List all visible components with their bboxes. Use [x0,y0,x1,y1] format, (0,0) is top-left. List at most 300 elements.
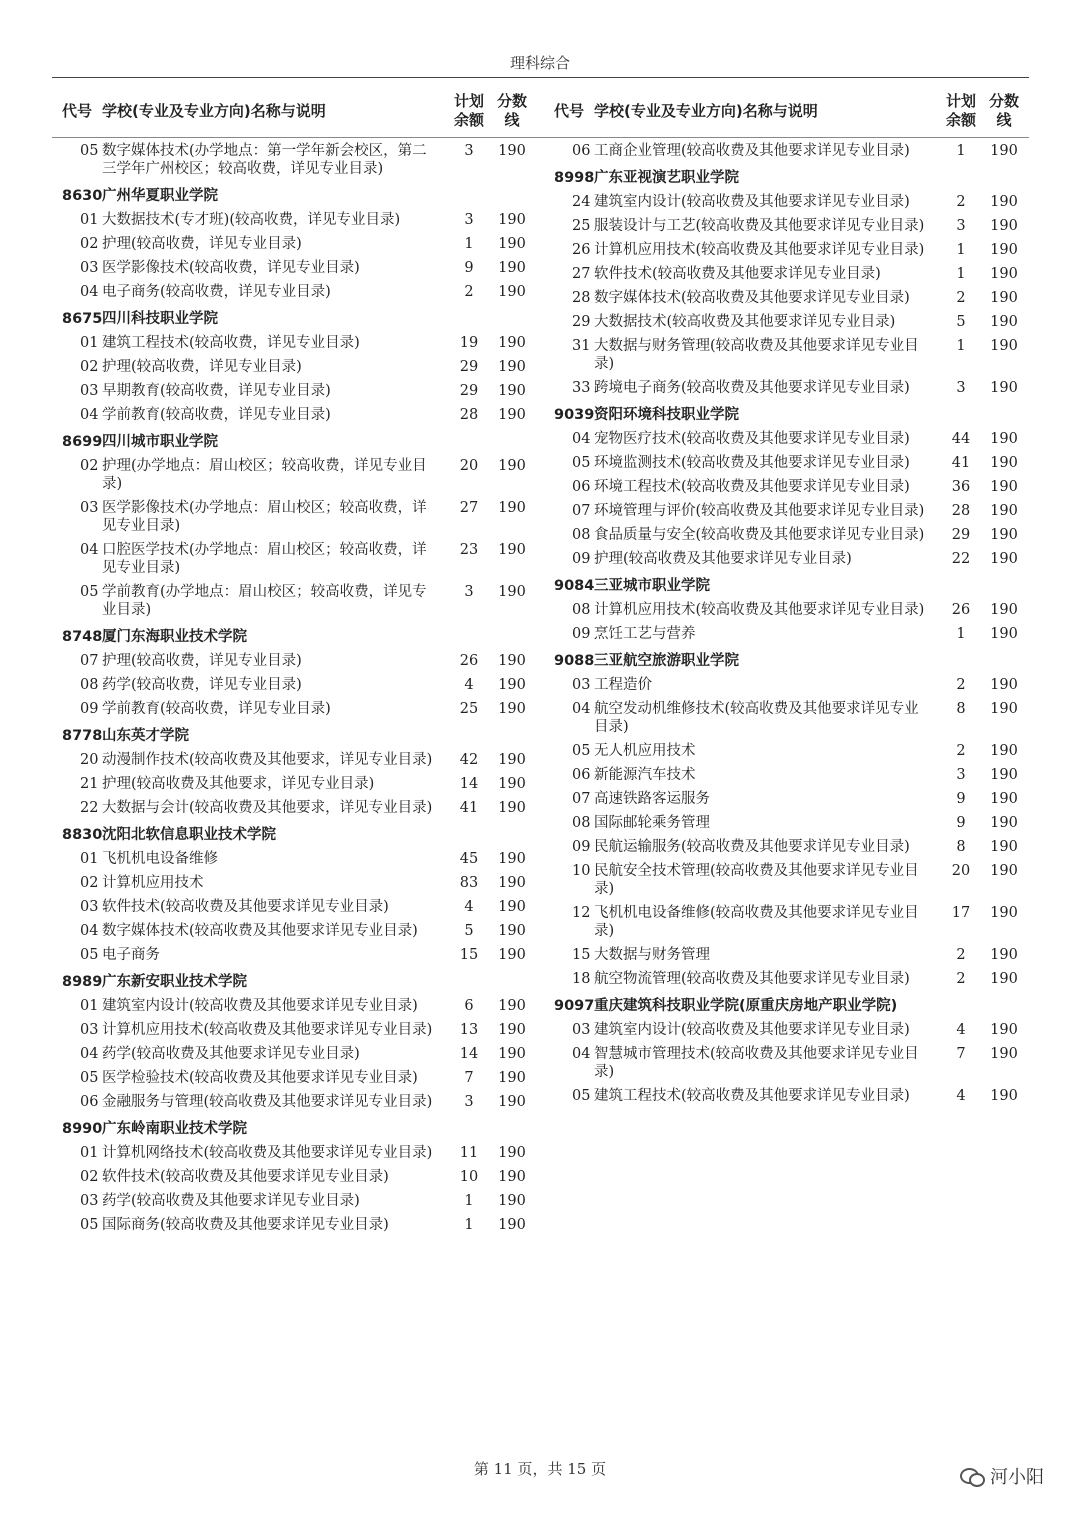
plan-remaining: 19 [459,335,479,351]
major-code: 07 [572,503,591,519]
right-rows [546,139,1028,1108]
header-score: 分数线 [496,92,527,129]
plan-remaining: 1 [956,143,966,159]
major-code: 03 [80,1022,99,1038]
plan-remaining: 28 [459,407,479,423]
plan-remaining: 20 [459,458,479,474]
major-code: 29 [572,314,591,330]
major-name: 医学影像技术(较高收费，详见专业目录) [102,260,360,276]
major-code: 04 [572,431,591,447]
plan-remaining: 41 [459,800,479,816]
major-row [54,1141,536,1165]
major-row [54,796,536,820]
major-code: 15 [572,947,591,963]
plan-remaining: 2 [956,194,966,210]
plan-remaining: 1 [464,236,474,252]
header-code: 代号 [62,102,93,120]
major-name: 工程造价 [594,677,652,693]
plan-remaining: 9 [464,260,474,276]
major-name: 计算机应用技术(较高收费及其他要求详见专业目录) [594,602,925,618]
major-name: 电子商务 [102,947,160,963]
score-line: 190 [990,527,1018,543]
major-row [54,919,536,943]
score-line: 190 [498,1022,526,1038]
major-row [546,310,1028,334]
score-line: 190 [990,839,1018,855]
major-code: 02 [80,458,99,474]
major-code: 08 [572,815,591,831]
plan-remaining: 14 [459,776,479,792]
header-score: 分数线 [988,92,1019,129]
major-name: 数字媒体技术(较高收费及其他要求详见专业目录) [102,923,418,939]
major-row [546,475,1028,499]
wechat-icon [960,1466,984,1486]
score-line: 190 [990,863,1018,879]
major-row [54,748,536,772]
score-line: 190 [990,905,1018,921]
major-name: 建筑室内设计(较高收费及其他要求详见专业目录) [102,998,418,1014]
score-line: 190 [990,194,1018,210]
major-name: 金融服务与管理(较高收费及其他要求详见专业目录) [102,1094,433,1110]
major-row [54,943,536,967]
score-line: 190 [498,584,526,600]
score-line: 190 [498,284,526,300]
major-name: 计算机应用技术 [102,875,204,891]
major-name: 烹饪工艺与营养 [594,626,696,642]
score-line: 190 [990,290,1018,306]
major-code: 09 [572,839,591,855]
major-code: 05 [572,1088,591,1104]
school-code: 8699 [62,434,103,450]
score-line: 190 [990,815,1018,831]
major-row [546,739,1028,763]
major-name: 高速铁路客运服务 [594,791,710,807]
left-column-header [54,87,536,139]
school-code: 9039 [554,407,595,423]
major-name: 药学(较高收费，详见专业目录) [102,677,302,693]
score-line: 190 [498,998,526,1014]
plan-remaining: 27 [459,500,479,516]
major-code: 09 [572,626,591,642]
major-code: 05 [80,143,99,159]
major-code: 03 [572,1022,591,1038]
school-name: 四川城市职业学院 [102,434,218,450]
plan-remaining: 1 [956,338,966,354]
school-header [54,307,536,331]
school-code: 8778 [62,728,103,744]
major-name: 大数据与财务管理 [594,947,710,963]
major-name: 民航安全技术管理(较高收费及其他要求详见专业目录) [594,863,919,897]
major-code: 07 [80,653,99,669]
major-row [54,208,536,232]
plan-remaining: 1 [464,1193,474,1209]
school-code: 9088 [554,653,595,669]
school-code: 9084 [554,578,595,594]
major-row [546,967,1028,991]
major-row [54,580,536,622]
major-row [54,496,536,538]
major-name: 护理(较高收费及其他要求，详见专业目录) [102,776,375,792]
school-code: 8675 [62,311,103,327]
plan-remaining: 25 [459,701,479,717]
major-name: 航空物流管理(较高收费及其他要求详见专业目录) [594,971,910,987]
major-name: 环境工程技术(较高收费及其他要求详见专业目录) [594,479,910,495]
major-code: 09 [572,551,591,567]
major-code: 20 [80,752,99,768]
major-name: 软件技术(较高收费及其他要求详见专业目录) [102,899,389,915]
page-title: 理科综合 [509,54,570,72]
major-name: 大数据技术(较高收费及其他要求详见专业目录) [594,314,896,330]
score-line: 190 [498,143,526,159]
score-line: 190 [498,800,526,816]
school-code: 9097 [554,998,595,1014]
major-name: 建筑室内设计(较高收费及其他要求详见专业目录) [594,194,910,210]
major-name: 护理(较高收费，详见专业目录) [102,236,302,252]
major-row [546,334,1028,376]
score-line: 190 [498,407,526,423]
plan-remaining: 2 [956,947,966,963]
score-line: 190 [498,1046,526,1062]
major-name: 计算机网络技术(较高收费及其他要求详见专业目录) [102,1145,433,1161]
major-code: 03 [80,1193,99,1209]
left-rows [54,139,536,1237]
major-name: 建筑室内设计(较高收费及其他要求详见专业目录) [594,1022,910,1038]
major-row [54,1165,536,1189]
right-column-header [546,87,1028,139]
major-name: 民航运输服务(较高收费及其他要求详见专业目录) [594,839,910,855]
score-line: 190 [498,458,526,474]
score-line: 190 [990,380,1018,396]
major-row [546,859,1028,901]
major-code: 26 [572,242,591,258]
score-line: 190 [990,1088,1018,1104]
major-name: 国际商务(较高收费及其他要求详见专业目录) [102,1217,389,1233]
major-code: 06 [80,1094,99,1110]
major-name: 飞机机电设备维修(较高收费及其他要求详见专业目录) [594,905,919,939]
major-code: 01 [80,1145,99,1161]
header-name: 学校(专业及专业方向)名称与说明 [102,102,326,120]
plan-remaining: 42 [459,752,479,768]
plan-remaining: 10 [459,1169,479,1185]
major-name: 宠物医疗技术(较高收费及其他要求详见专业目录) [594,431,910,447]
school-header [546,166,1028,190]
major-row [546,901,1028,943]
major-name: 药学(较高收费及其他要求详见专业目录) [102,1046,360,1062]
major-code: 05 [572,743,591,759]
major-code: 05 [80,584,99,600]
major-row [546,262,1028,286]
major-name: 数字媒体技术(办学地点：第一学年新会校区，第二三学年广州校区；较高收费，详见专业目录) [102,143,427,177]
plan-remaining: 20 [951,863,971,879]
major-row [546,1084,1028,1108]
major-row [54,871,536,895]
major-code: 18 [572,971,591,987]
plan-remaining: 29 [951,527,971,543]
score-line: 190 [990,479,1018,495]
school-name: 广东岭南职业技术学院 [102,1121,247,1137]
major-name: 大数据技术(专才班)(较高收费，详见专业目录) [102,212,401,228]
score-line: 190 [498,542,526,558]
major-code: 08 [572,602,591,618]
major-name: 学前教育(较高收费，详见专业目录) [102,407,331,423]
major-row [54,331,536,355]
score-line: 190 [990,602,1018,618]
school-name: 资阳环境科技职业学院 [594,407,739,423]
plan-remaining: 14 [459,1046,479,1062]
right-column [546,87,1028,1108]
major-name: 护理(较高收费，详见专业目录) [102,359,302,375]
school-header [546,403,1028,427]
major-row [54,355,536,379]
school-header [54,184,536,208]
plan-remaining: 2 [956,743,966,759]
score-line: 190 [498,260,526,276]
score-line: 190 [990,242,1018,258]
major-row [54,673,536,697]
major-row [546,811,1028,835]
major-row [54,280,536,304]
plan-remaining: 5 [464,923,474,939]
score-line: 190 [990,767,1018,783]
plan-remaining: 7 [956,1046,966,1062]
plan-remaining: 2 [956,677,966,693]
major-code: 27 [572,266,591,282]
major-name: 医学检验技术(较高收费及其他要求详见专业目录) [102,1070,418,1086]
plan-remaining: 6 [464,998,474,1014]
major-row [546,835,1028,859]
major-code: 02 [80,359,99,375]
plan-remaining: 9 [956,815,966,831]
major-name: 服装设计与工艺(较高收费及其他要求详见专业目录) [594,218,925,234]
plan-remaining: 3 [956,218,966,234]
school-header [54,823,536,847]
plan-remaining: 28 [951,503,971,519]
plan-remaining: 1 [956,242,966,258]
major-name: 学前教育(较高收费，详见专业目录) [102,701,331,717]
major-code: 07 [572,791,591,807]
plan-remaining: 4 [464,677,474,693]
major-code: 31 [572,338,591,354]
major-row [546,238,1028,262]
major-name: 智慧城市管理技术(较高收费及其他要求详见专业目录) [594,1046,919,1080]
major-code: 33 [572,380,591,396]
major-name: 新能源汽车技术 [594,767,696,783]
score-line: 190 [990,1046,1018,1062]
major-row [54,454,536,496]
major-code: 03 [80,260,99,276]
score-line: 190 [990,314,1018,330]
plan-remaining: 45 [459,851,479,867]
major-name: 数字媒体技术(较高收费及其他要求详见专业目录) [594,290,910,306]
major-code: 06 [572,479,591,495]
major-code: 09 [80,701,99,717]
major-code: 01 [80,212,99,228]
plan-remaining: 13 [459,1022,479,1038]
major-name: 电子商务(较高收费，详见专业目录) [102,284,331,300]
major-name: 早期教育(较高收费，详见专业目录) [102,383,331,399]
school-code: 8630 [62,188,103,204]
major-name: 计算机应用技术(较高收费及其他要求详见专业目录) [594,242,925,258]
major-row [546,1018,1028,1042]
major-row [54,1018,536,1042]
major-row [546,697,1028,739]
score-line: 190 [990,1022,1018,1038]
major-name: 学前教育(办学地点：眉山校区；较高收费，详见专业目录) [102,584,427,618]
plan-remaining: 3 [956,380,966,396]
school-name: 三亚航空旅游职业学院 [594,653,739,669]
major-name: 护理(较高收费，详见专业目录) [102,653,302,669]
major-row [546,451,1028,475]
major-row [546,427,1028,451]
major-name: 无人机应用技术 [594,743,696,759]
major-name: 药学(较高收费及其他要求详见专业目录) [102,1193,360,1209]
score-line: 190 [990,218,1018,234]
major-code: 25 [572,218,591,234]
score-line: 190 [990,677,1018,693]
school-header [546,649,1028,673]
major-name: 环境监测技术(较高收费及其他要求详见专业目录) [594,455,910,471]
major-row [54,403,536,427]
left-column [54,87,536,1237]
plan-remaining: 1 [956,626,966,642]
major-code: 03 [80,899,99,915]
major-row [54,379,536,403]
major-code: 10 [572,863,591,879]
school-name: 厦门东海职业技术学院 [102,629,247,645]
school-header [54,430,536,454]
major-row [546,499,1028,523]
major-code: 03 [572,677,591,693]
watermark-label: 河小阳 [990,1467,1044,1488]
school-name: 广州华夏职业学院 [102,188,218,204]
major-code: 02 [80,236,99,252]
major-code: 04 [572,701,591,717]
score-line: 190 [990,455,1018,471]
major-row [54,1189,536,1213]
major-code: 21 [80,776,99,792]
plan-remaining: 83 [459,875,479,891]
plan-remaining: 23 [459,542,479,558]
plan-remaining: 29 [459,383,479,399]
plan-remaining: 11 [459,1145,479,1161]
plan-remaining: 8 [956,701,966,717]
major-code: 04 [80,284,99,300]
plan-remaining: 3 [956,767,966,783]
score-line: 190 [990,947,1018,963]
school-name: 三亚城市职业学院 [594,578,710,594]
score-line: 190 [498,875,526,891]
school-header [546,994,1028,1018]
major-row [546,622,1028,646]
major-code: 04 [80,542,99,558]
major-row [54,895,536,919]
school-name: 山东英才学院 [102,728,189,744]
school-header [54,724,536,748]
plan-remaining: 2 [956,971,966,987]
major-code: 04 [572,1046,591,1062]
plan-remaining: 4 [464,899,474,915]
plan-remaining: 7 [464,1070,474,1086]
major-code: 01 [80,851,99,867]
major-name: 食品质量与安全(较高收费及其他要求详见专业目录) [594,527,925,543]
major-row [546,673,1028,697]
school-name: 四川科技职业学院 [102,311,218,327]
major-name: 计算机应用技术(较高收费及其他要求详见专业目录) [102,1022,433,1038]
major-row [54,697,536,721]
plan-remaining: 2 [956,290,966,306]
score-line: 190 [990,701,1018,717]
school-header [546,574,1028,598]
school-code: 8830 [62,827,103,843]
score-line: 190 [498,1169,526,1185]
plan-remaining: 15 [459,947,479,963]
school-name: 重庆建筑科技职业学院(原重庆房地产职业学院) [594,998,898,1014]
major-row [546,376,1028,400]
major-name: 护理(较高收费及其他要求详见专业目录) [594,551,852,567]
major-name: 建筑工程技术(较高收费及其他要求详见专业目录) [594,1088,910,1104]
score-line: 190 [498,500,526,516]
major-code: 04 [80,923,99,939]
major-row [54,1066,536,1090]
major-code: 28 [572,290,591,306]
major-code: 04 [80,1046,99,1062]
major-name: 建筑工程技术(较高收费，详见专业目录) [102,335,360,351]
plan-remaining: 5 [956,314,966,330]
school-code: 8989 [62,974,103,990]
plan-remaining: 2 [464,284,474,300]
score-line: 190 [498,1217,526,1233]
school-code: 8998 [554,170,595,186]
major-row [54,1090,536,1114]
score-line: 190 [498,899,526,915]
major-name: 飞机机电设备维修 [102,851,218,867]
plan-remaining: 1 [956,266,966,282]
major-name: 软件技术(较高收费及其他要求详见专业目录) [102,1169,389,1185]
score-line: 190 [990,503,1018,519]
score-line: 190 [990,791,1018,807]
major-code: 05 [572,455,591,471]
score-line: 190 [498,335,526,351]
major-name: 工商企业管理(较高收费及其他要求详见专业目录) [594,143,910,159]
major-row [546,787,1028,811]
major-code: 03 [80,500,99,516]
score-line: 190 [498,752,526,768]
major-row [54,1042,536,1066]
major-code: 06 [572,767,591,783]
plan-remaining: 3 [464,584,474,600]
score-line: 190 [498,1070,526,1086]
plan-remaining: 41 [951,455,971,471]
plan-remaining: 9 [956,791,966,807]
plan-remaining: 4 [956,1088,966,1104]
score-line: 190 [498,359,526,375]
plan-remaining: 44 [951,431,971,447]
major-code: 01 [80,335,99,351]
major-code: 08 [80,677,99,693]
major-row [54,1213,536,1237]
major-code: 01 [80,998,99,1014]
major-row [546,286,1028,310]
header-name: 学校(专业及专业方向)名称与说明 [594,102,818,120]
major-name: 航空发动机维修技术(较高收费及其他要求详见专业目录) [594,701,919,735]
score-line: 190 [990,266,1018,282]
school-code: 8990 [62,1121,103,1137]
major-row [546,598,1028,622]
plan-remaining: 8 [956,839,966,855]
plan-remaining: 26 [951,602,971,618]
major-row [54,538,536,580]
score-line: 190 [990,551,1018,567]
